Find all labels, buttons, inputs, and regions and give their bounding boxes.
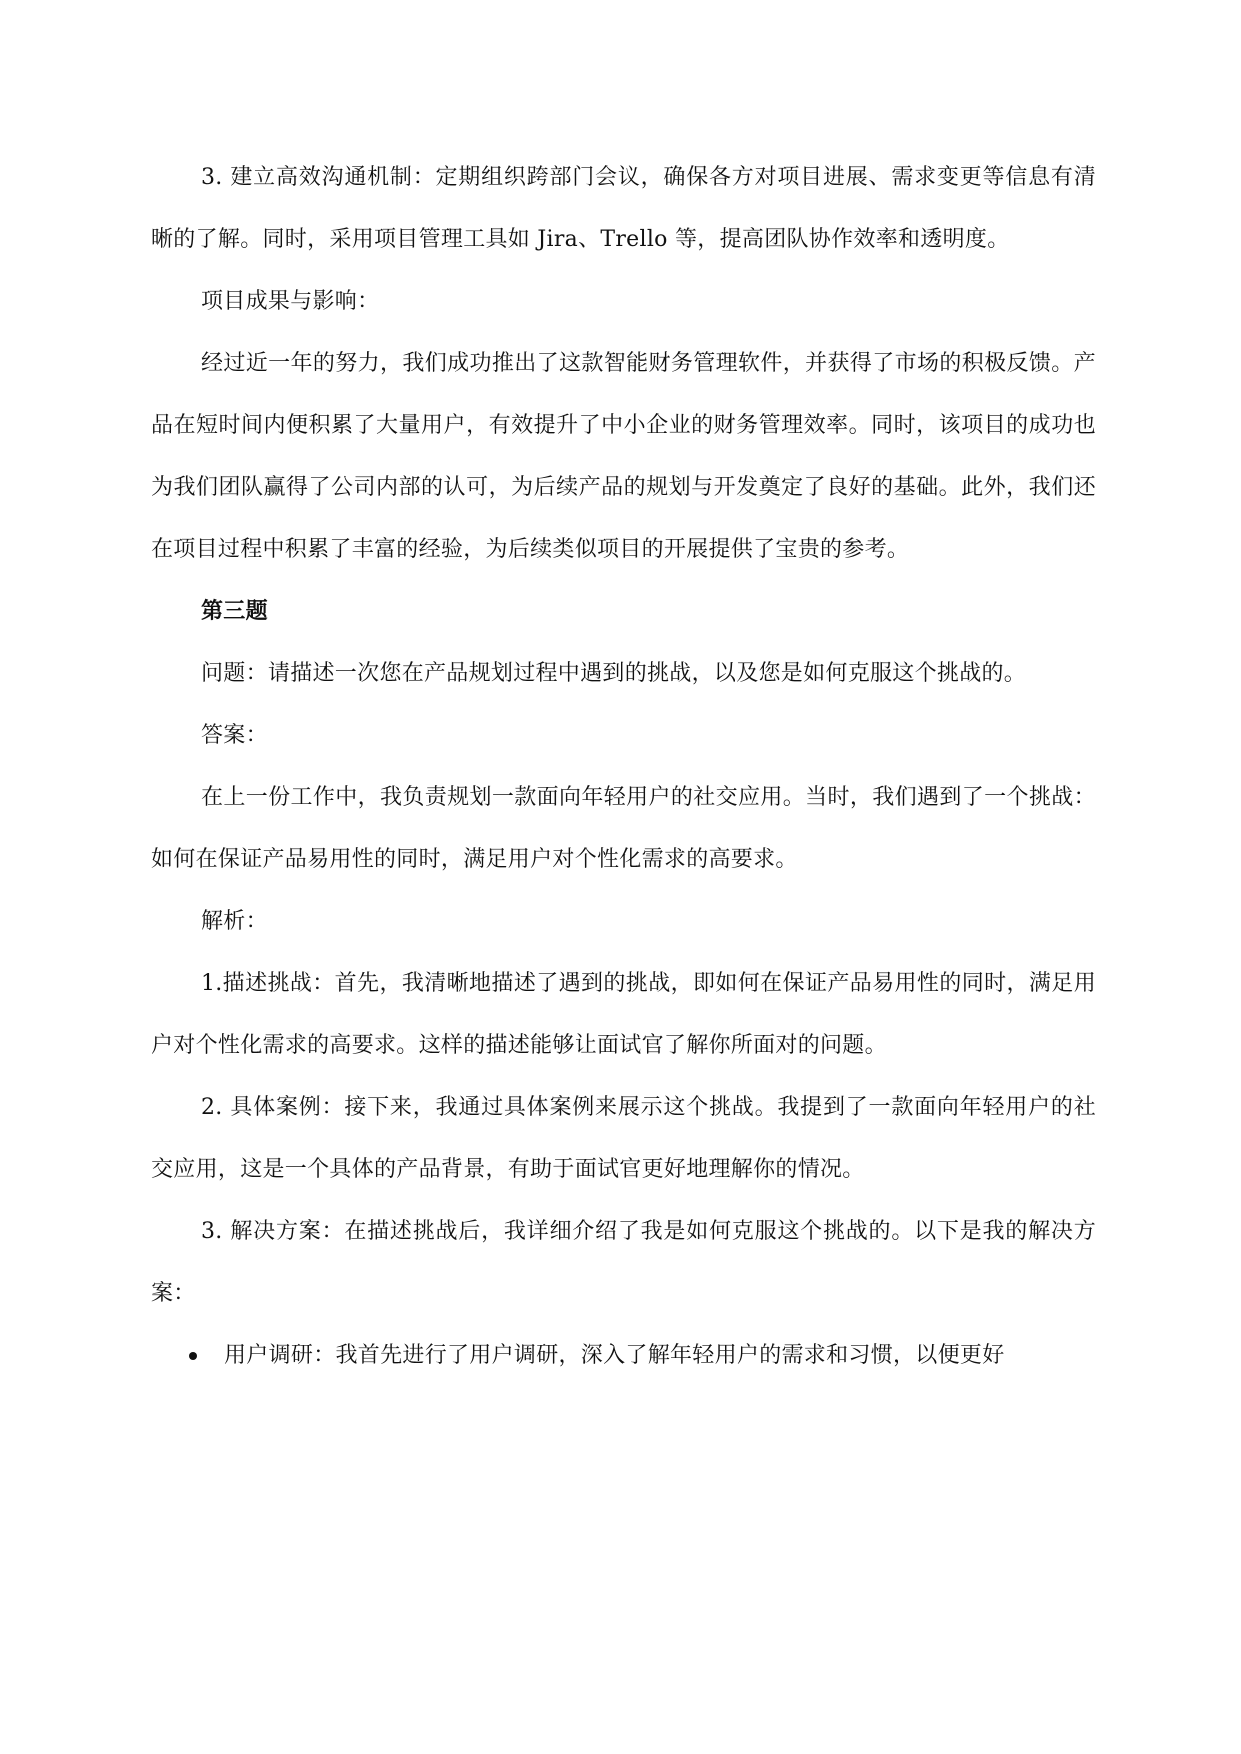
paragraph-communication-mechanism: 3. 建立高效沟通机制：定期组织跨部门会议，确保各方对项目进展、需求变更等信息有清晰的了解。同时，采用项目管理工具如 Jira、Trello 等，提高团队协作效率和透明度。: [151, 165, 1096, 252]
bullet-dot-icon: [189, 1352, 197, 1360]
paragraph-specific-case: 2. 具体案例：接下来，我通过具体案例来展示这个挑战。我提到了一款面向年轻用户的社交应用，这是一个具体的产品背景，有助于面试官更好地理解你的情况。: [151, 1095, 1096, 1182]
paragraph-answer-label: 答案：: [201, 723, 268, 748]
paragraph-analysis-label: 解析：: [201, 909, 268, 934]
bullet-list: [151, 1325, 1096, 1387]
bullet-item-text: 用户调研：我首先进行了用户调研，深入了解年轻用户的需求和习惯，以便更好: [224, 1343, 1005, 1368]
paragraph-results-body: 经过近一年的努力，我们成功推出了这款智能财务管理软件，并获得了市场的积极反馈。产品在短时间内便积累了大量用户，有效提升了中小企业的财务管理效率。同时，该项目的成功也为我们团队赢得了公司内部的认可，为后续产品的规划与开发奠定了良好的基础。此外，我们还在项目过程中积累了丰富的经验，为后续类似项目的开展提供了宝贵的参考。: [151, 351, 1096, 562]
bullet-item-user-research: [151, 1325, 1096, 1387]
paragraph-question: 问题：请描述一次您在产品规划过程中遇到的挑战，以及您是如何克服这个挑战的。: [201, 661, 1027, 686]
paragraph-describe-challenge: 1.描述挑战：首先，我清晰地描述了遇到的挑战，即如何在保证产品易用性的同时，满足用户对个性化需求的高要求。这样的描述能够让面试官了解你所面对的问题。: [151, 971, 1096, 1058]
paragraph-solution: 3. 解决方案：在描述挑战后，我详细介绍了我是如何克服这个挑战的。以下是我的解决方案：: [151, 1219, 1096, 1306]
paragraph-answer-body: 在上一份工作中，我负责规划一款面向年轻用户的社交应用。当时，我们遇到了一个挑战：如何在保证产品易用性的同时，满足用户对个性化需求的高要求。: [151, 785, 1096, 872]
section-heading: 第三题: [201, 599, 268, 624]
paragraph-results-title: 项目成果与影响：: [201, 289, 380, 314]
document-body: [151, 147, 1096, 1387]
